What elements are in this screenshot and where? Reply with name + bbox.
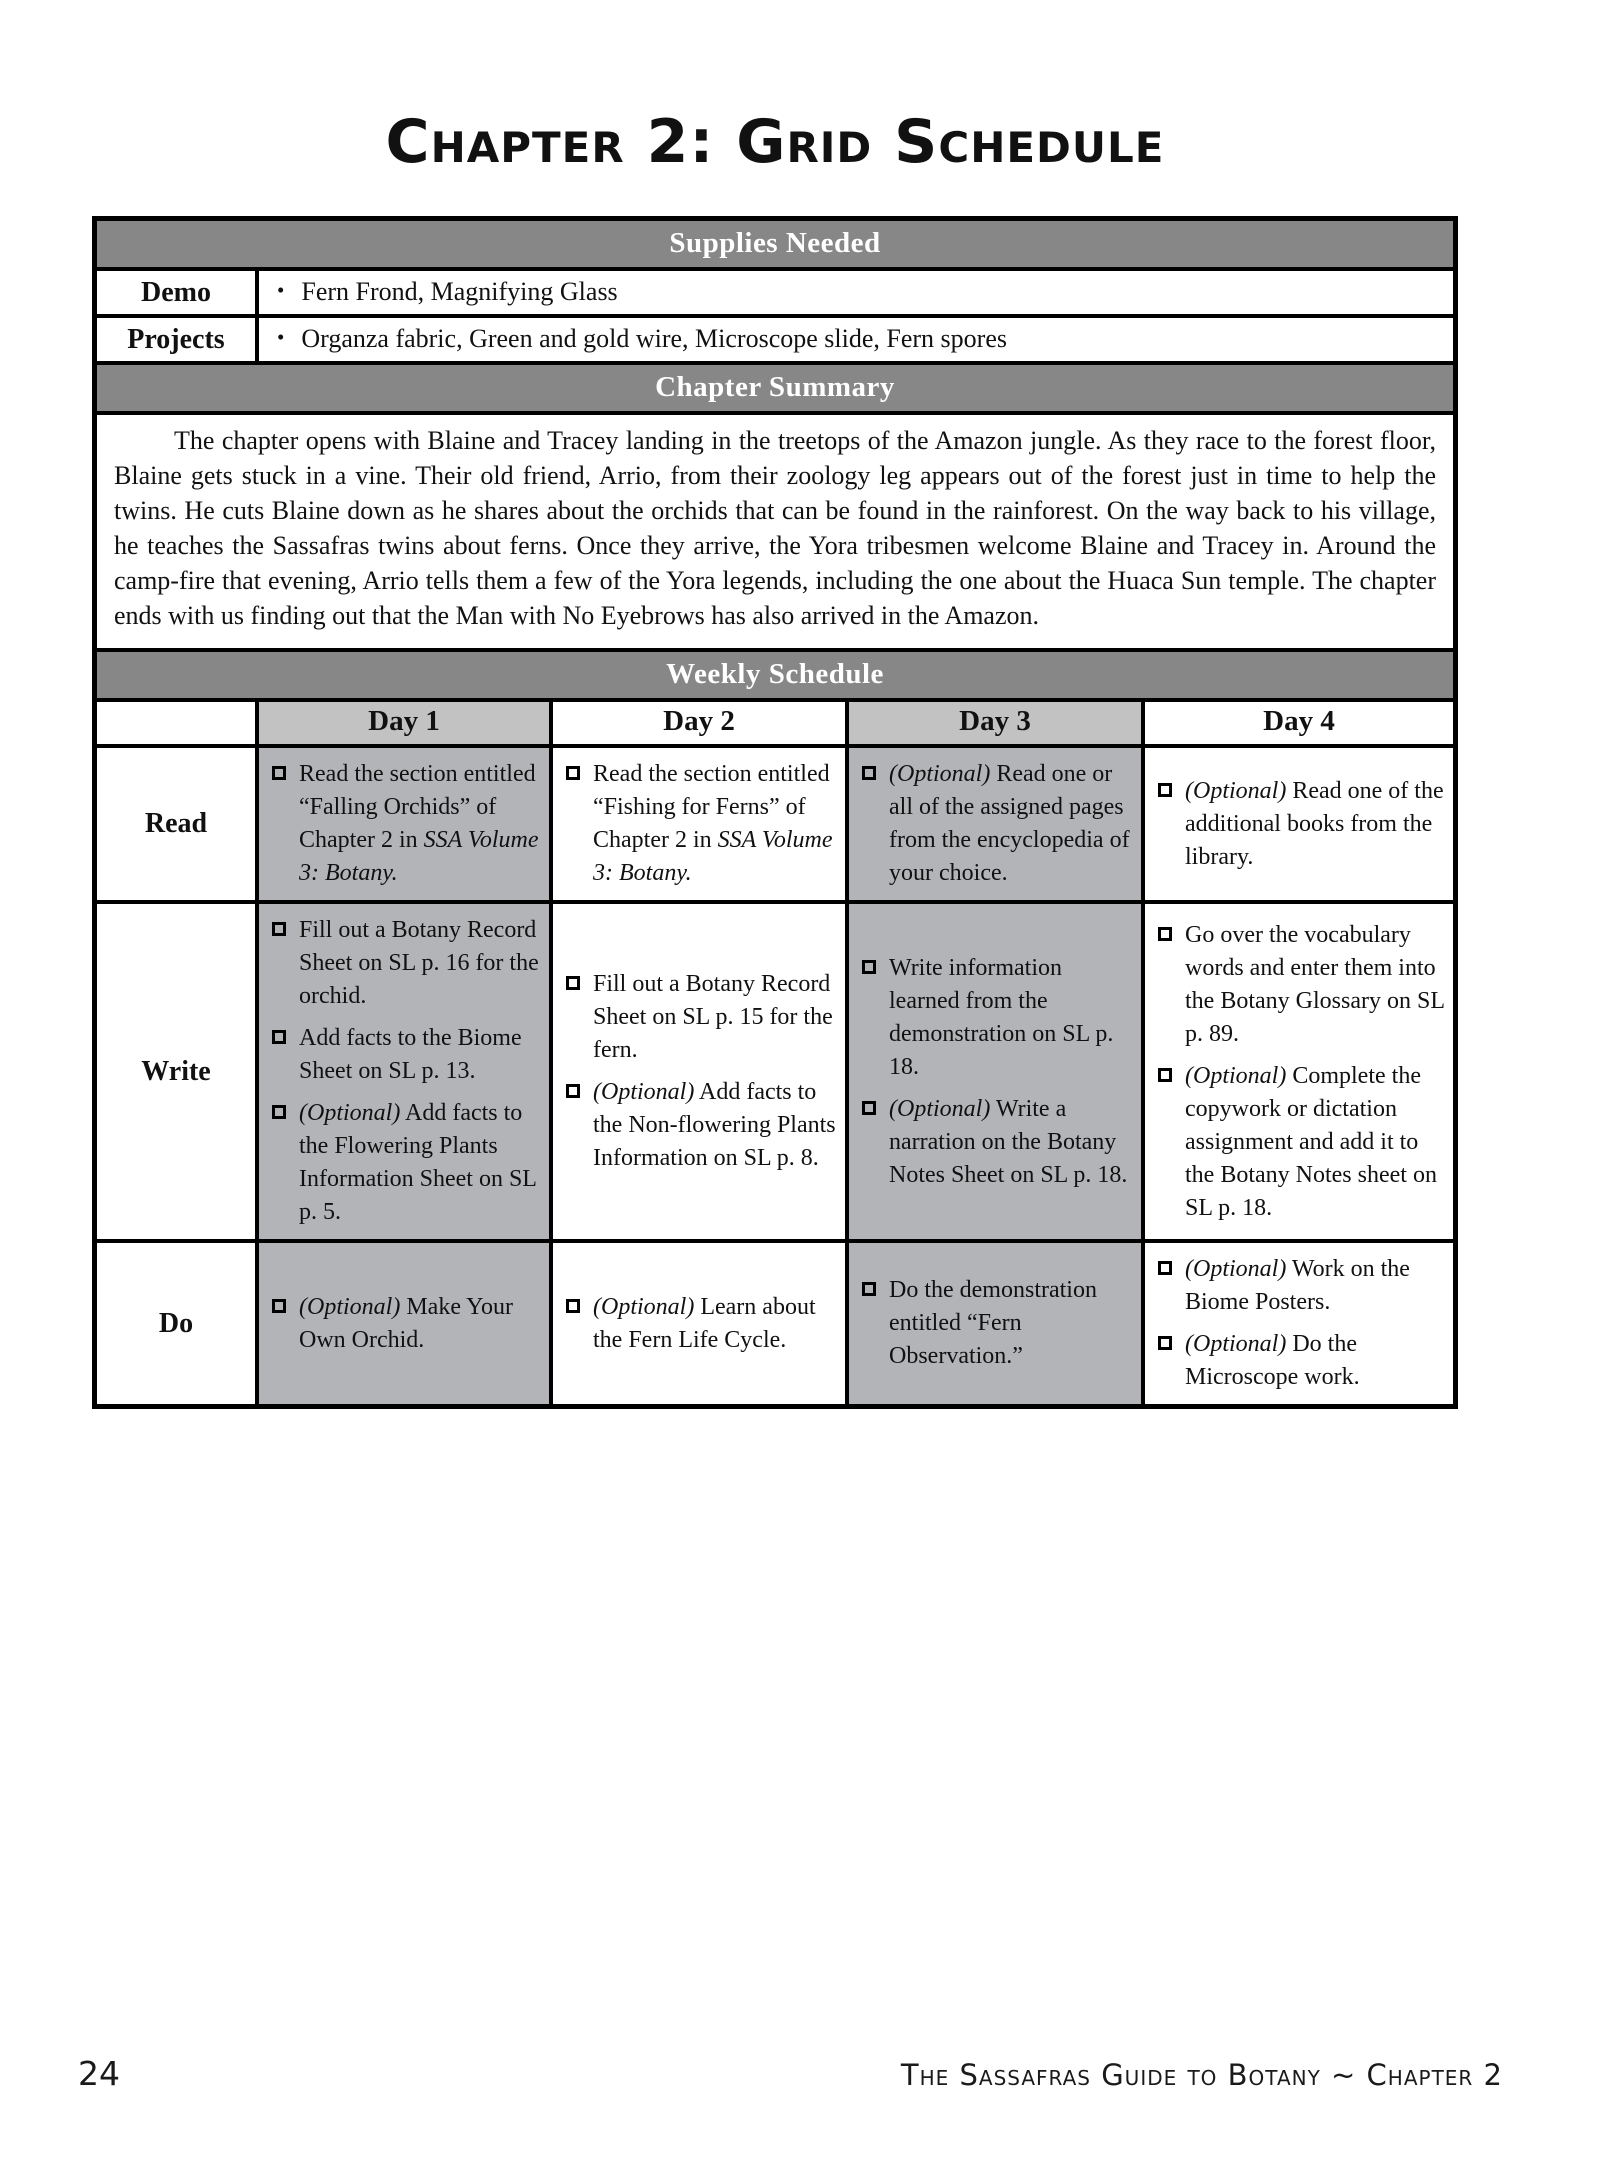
task-text: Read the section entitled “Fishing for Ferns” of Chapter 2 in SSA Volume 3: Botany. [593,761,833,886]
task-item [563,968,837,1067]
task-text: Read the section entitled “Falling Orchids” of Chapter 2 in SSA Volume 3: Botany. [299,761,539,886]
schedule-cell-write-day3 [849,904,1141,1239]
weekly-schedule-header-bar: Weekly Schedule [97,652,1453,698]
task-item [1155,1253,1445,1319]
supplies-row-demo [97,271,1453,314]
schedule-row-label-do: Do [97,1243,255,1404]
task-item [1155,1060,1445,1225]
schedule-cell-write-day2 [553,904,845,1239]
schedule-row-read [97,748,1453,900]
day-header-4: Day 4 [1145,702,1453,744]
chapter-summary-text: The chapter opens with Blaine and Tracey landing in the treetops of the Amazon jungle. As they race to the forest floor, Blaine gets stuck in a vine. Their old friend, Arrio, from their zoology leg appears out of the forest just in time to help the twins. He cuts Blaine down as he shares about the orchids that can be found in the rainforest. On the way back to his village, he teaches the Sassafras twins about ferns. Once they arrive, the Yora tribesmen welcome Blaine and Tracey in. Around the camp-fire that evening, Arrio tells them a few of the Yora legends, including the one about the Huaca Sun temple. The chapter ends with us finding out that the Man with No Eyebrows has also arrived in the Amazon. [97,415,1453,648]
task-text: Do the demonstration entitled “Fern Observation.” [889,1277,1097,1369]
task-checkbox-icon[interactable] [862,766,876,780]
task-checkbox-icon[interactable] [1158,1068,1172,1082]
task-text: (Optional) Add facts to the Flowering Plants Information Sheet on SL p. 5. [299,1100,537,1225]
supplies-item-text: Organza fabric, Green and gold wire, Microscope slide, Fern spores [301,324,1007,353]
bullet-icon: • [277,324,285,349]
supplies-row-items [259,318,1453,361]
task-checkbox-icon[interactable] [1158,927,1172,941]
supplies-row-label: Projects [97,318,255,361]
task-checkbox-icon[interactable] [272,1105,286,1119]
chapter-summary-header-bar: Chapter Summary [97,365,1453,411]
task-item [269,1291,541,1357]
supplies-row-items [259,271,1453,314]
task-text: (Optional) Learn about the Fern Life Cycle. [593,1293,816,1353]
task-text: Write information learned from the demonstration on SL p. 18. [889,954,1114,1080]
task-item [269,758,541,890]
footer-book-title: The Sassafras Guide to Botany ~ Chapter 2 [900,2058,1503,2092]
task-checkbox-icon[interactable] [272,1299,286,1313]
schedule-cell-do-day2 [553,1243,845,1404]
task-item [563,1291,837,1357]
task-item [1155,919,1445,1051]
task-text: (Optional) Do the Microscope work. [1185,1331,1360,1390]
schedule-cell-read-day2 [553,748,845,900]
task-item [859,1274,1133,1373]
task-checkbox-icon[interactable] [862,1101,876,1115]
task-item [269,1022,541,1088]
task-checkbox-icon[interactable] [272,766,286,780]
task-text: Fill out a Botany Record Sheet on SL p. 15 for the fern. [593,971,833,1063]
task-item [859,1093,1133,1192]
task-checkbox-icon[interactable] [1158,1336,1172,1350]
task-text: (Optional) Read one or all of the assigned pages from the encyclopedia of your choice. [889,761,1130,886]
supplies-item-text: Fern Frond, Magnifying Glass [301,277,618,306]
task-checkbox-icon[interactable] [566,1084,580,1098]
schedule-cell-write-day1 [259,904,549,1239]
supplies-header-bar: Supplies Needed [97,221,1453,267]
task-checkbox-icon[interactable] [1158,1261,1172,1275]
task-checkbox-icon[interactable] [272,1030,286,1044]
page-title: Chapter 2: Grid Schedule [385,107,1165,177]
task-checkbox-icon[interactable] [566,976,580,990]
day-header-corner-cell [97,702,255,744]
page-footer [78,2054,1503,2093]
bullet-icon: • [277,277,285,302]
schedule-cell-do-day1 [259,1243,549,1404]
task-item [859,952,1133,1084]
schedule-cell-do-day3 [849,1243,1141,1404]
supplies-row-projects [97,318,1453,361]
document-page [0,107,1600,2093]
task-item [1155,775,1445,874]
day-header-1: Day 1 [259,702,549,744]
task-checkbox-icon[interactable] [1158,783,1172,797]
task-text: (Optional) Complete the copywork or dictation assignment and add it to the Botany Notes sheet on SL p. 18. [1185,1062,1437,1221]
task-text: (Optional) Work on the Biome Posters. [1185,1256,1410,1315]
task-text: Fill out a Botany Record Sheet on SL p. 16 for the orchid. [299,917,539,1009]
chapter-schedule-table [92,216,1458,1409]
task-checkbox-icon[interactable] [862,960,876,974]
task-text: (Optional) Add facts to the Non-flowering Plants Information on SL p. 8. [593,1079,836,1171]
day-header-3: Day 3 [849,702,1141,744]
schedule-cell-read-day1 [259,748,549,900]
page-number: 24 [78,2054,120,2093]
task-checkbox-icon[interactable] [566,1299,580,1313]
schedule-cell-do-day4 [1145,1243,1453,1404]
task-item [1155,1328,1445,1394]
schedule-cell-read-day4 [1145,748,1453,900]
task-item [563,758,837,890]
day-header-row [97,702,1453,744]
task-text: (Optional) Make Your Own Orchid. [299,1293,514,1353]
schedule-cell-read-day3 [849,748,1141,900]
schedule-row-label-read: Read [97,748,255,900]
schedule-cell-write-day4 [1145,904,1453,1239]
task-checkbox-icon[interactable] [272,922,286,936]
schedule-row-label-write: Write [97,904,255,1239]
task-text: (Optional) Write a narration on the Botany Notes Sheet on SL p. 18. [889,1095,1128,1188]
task-item [859,758,1133,890]
supplies-row-label: Demo [97,271,255,314]
task-checkbox-icon[interactable] [862,1282,876,1296]
task-text: Go over the vocabulary words and enter them into the Botany Glossary on SL p. 89. [1185,921,1445,1047]
task-item [563,1076,837,1175]
task-text: Add facts to the Biome Sheet on SL p. 13. [299,1025,522,1084]
task-text: (Optional) Read one of the additional books from the library. [1185,777,1444,870]
schedule-row-do [97,1243,1453,1404]
task-item [269,1097,541,1229]
task-item [269,914,541,1013]
day-header-2: Day 2 [553,702,845,744]
schedule-row-write [97,904,1453,1239]
task-checkbox-icon[interactable] [566,766,580,780]
